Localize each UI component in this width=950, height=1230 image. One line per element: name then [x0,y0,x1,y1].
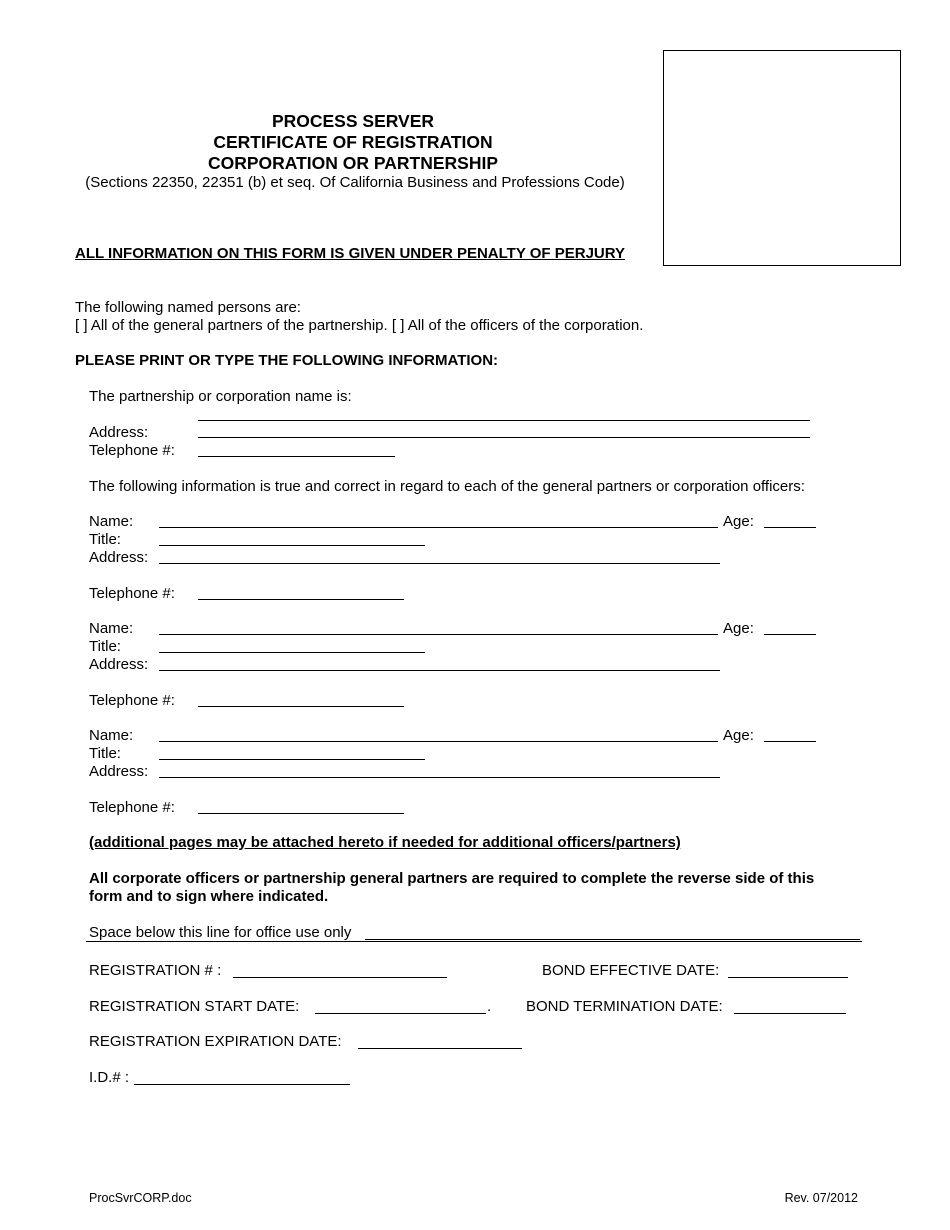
bond-effective-date-label: BOND EFFECTIVE DATE: [542,962,720,979]
officer-3-name-field[interactable] [159,741,718,742]
officer-3-telephone-label: Telephone #: [89,799,175,816]
officer-3-name-label: Name: [89,727,134,744]
office-use-label: Space below this line for office use only [89,924,352,941]
officer-1-age-label: Age: [723,513,754,530]
bond-termination-date-label: BOND TERMINATION DATE: [526,998,723,1015]
id-number-field[interactable] [134,1084,350,1085]
officer-1-title-field[interactable] [159,545,425,546]
officer-2-telephone-label: Telephone #: [89,692,175,709]
registration-expiration-date-label: REGISTRATION EXPIRATION DATE: [89,1033,342,1050]
penalty-notice: ALL INFORMATION ON THIS FORM IS GIVEN UNDER PENALTY OF PERJURY [75,245,626,262]
officer-3-address-label: Address: [89,763,149,780]
officer-2-title-label: Title: [89,638,121,655]
officer-3-age-field[interactable] [764,741,816,742]
officer-1-telephone-label: Telephone #: [89,585,175,602]
officer-2-title-field[interactable] [159,652,425,653]
officer-1-name-field[interactable] [159,527,718,528]
officer-1-address-label: Address: [89,549,149,566]
persons-options[interactable]: [ ] All of the general partners of the partnership. [ ] All of the officers of the corporation. [75,317,644,334]
title-line-3: CORPORATION OR PARTNERSHIP [207,153,499,173]
code-reference: (Sections 22350, 22351 (b) et seq. Of California Business and Professions Code) [85,174,625,191]
print-instruction: PLEASE PRINT OR TYPE THE FOLLOWING INFORMATION: [75,352,499,369]
photo-box [663,50,901,266]
officer-2-address-field[interactable] [159,670,720,671]
officer-3-age-label: Age: [723,727,754,744]
registration-expiration-date-field[interactable] [358,1048,522,1049]
office-use-divider [86,941,862,942]
registration-number-field[interactable] [233,977,447,978]
officer-2-address-label: Address: [89,656,149,673]
bond-termination-date-field[interactable] [734,1013,846,1014]
entity-name-label: The partnership or corporation name is: [89,388,352,405]
title-line-2: CERTIFICATE OF REGISTRATION [213,132,493,152]
officers-intro: The following information is true and correct in regard to each of the general partners or corporation officers: [89,478,805,495]
officer-3-telephone-field[interactable] [198,813,404,814]
officer-1-title-label: Title: [89,531,121,548]
entity-telephone-field[interactable] [198,456,395,457]
id-number-label: I.D.# : [89,1069,130,1086]
officer-1-address-field[interactable] [159,563,720,564]
officer-2-age-label: Age: [723,620,754,637]
officer-2-name-field[interactable] [159,634,718,635]
additional-pages-note: (additional pages may be attached hereto if needed for additional officers/partners) [89,834,681,851]
officer-2-name-label: Name: [89,620,134,637]
registration-start-date-label: REGISTRATION START DATE: [89,998,300,1015]
registration-start-date-field[interactable] [315,1013,486,1014]
title-line-1: PROCESS SERVER [271,111,435,131]
office-use-label-underline [365,939,860,940]
registration-start-date-period: . [487,998,492,1015]
officer-2-telephone-field[interactable] [198,706,404,707]
officer-3-address-field[interactable] [159,777,720,778]
footer-revision: Rev. 07/2012 [784,1191,858,1205]
entity-address-field[interactable] [198,437,810,438]
reverse-side-note-line-1: All corporate officers or partnership general partners are required to complete the reverse side of this [89,870,815,887]
entity-name-field[interactable] [198,420,810,421]
reverse-side-note-line-2: form and to sign where indicated. [89,888,329,905]
entity-address-label: Address: [89,424,149,441]
officer-1-age-field[interactable] [764,527,816,528]
entity-telephone-label: Telephone #: [89,442,175,459]
persons-intro: The following named persons are: [75,299,301,316]
footer-filename: ProcSvrCORP.doc [89,1191,192,1205]
bond-effective-date-field[interactable] [728,977,848,978]
officer-2-age-field[interactable] [764,634,816,635]
officer-3-title-field[interactable] [159,759,425,760]
registration-number-label: REGISTRATION # : [89,962,222,979]
officer-3-title-label: Title: [89,745,121,762]
officer-1-name-label: Name: [89,513,134,530]
officer-1-telephone-field[interactable] [198,599,404,600]
